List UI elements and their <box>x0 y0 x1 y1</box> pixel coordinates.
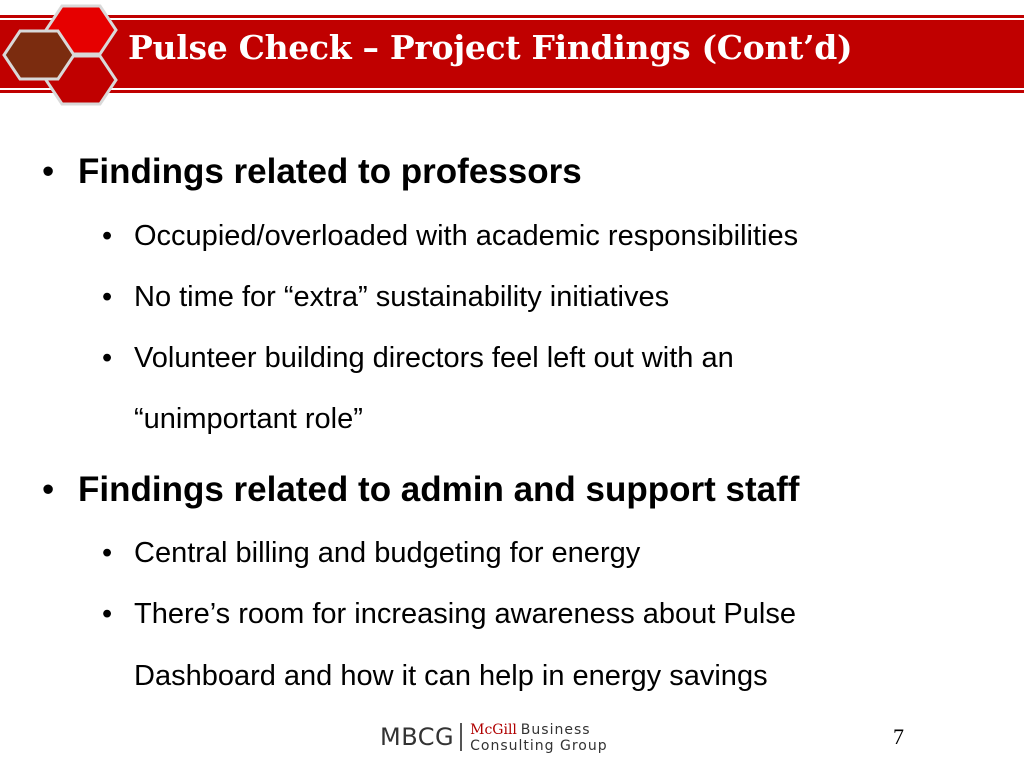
logo-abbreviation: MBCG <box>380 723 455 751</box>
logo-business: Business <box>520 721 591 738</box>
sub-bullet <box>102 598 796 631</box>
mbcg-logo <box>380 720 608 754</box>
bullet-heading-professors <box>42 152 582 192</box>
sub-bullet-text: Occupied/overloaded with academic responsibilities <box>134 220 799 252</box>
sub-bullet-text: There’s room for increasing awareness about Pulse <box>134 598 796 630</box>
bullet-dot: • <box>102 342 113 374</box>
sub-bullet-text: Central billing and budgeting for energy <box>134 537 641 569</box>
sub-bullet-continuation: Dashboard and how it can help in energy savings <box>134 660 768 692</box>
bullet-dot: • <box>102 537 113 569</box>
page-number: 7 <box>893 724 904 749</box>
logo-divider <box>460 723 462 751</box>
sub-bullet <box>102 342 734 375</box>
sub-bullet <box>102 220 799 253</box>
logo-name <box>470 721 607 754</box>
sub-bullet <box>102 281 670 314</box>
bullet-heading-admin-staff <box>42 470 800 510</box>
sub-bullet-continuation: “unimportant role” <box>134 403 363 435</box>
logo-line-1 <box>470 721 607 738</box>
bullet-dot: • <box>102 220 113 252</box>
slide-title: Pulse Check – Project Findings (Cont’d) <box>128 28 853 67</box>
bullet-dot: • <box>42 470 55 509</box>
sub-bullet-text: No time for “extra” sustainability initiatives <box>134 281 670 313</box>
bullet-dot: • <box>102 281 113 313</box>
logo-consulting: Consulting Group <box>470 737 608 754</box>
sub-bullet <box>102 537 641 570</box>
bullet-dot: • <box>102 598 113 630</box>
sub-bullet-text: Volunteer building directors feel left out with an <box>134 342 734 374</box>
bullet-heading-text: Findings related to admin and support staff <box>78 470 800 509</box>
bullet-heading-text: Findings related to professors <box>78 152 582 191</box>
bullet-dot: • <box>42 152 55 191</box>
logo-mcgill: McGill <box>470 721 517 738</box>
